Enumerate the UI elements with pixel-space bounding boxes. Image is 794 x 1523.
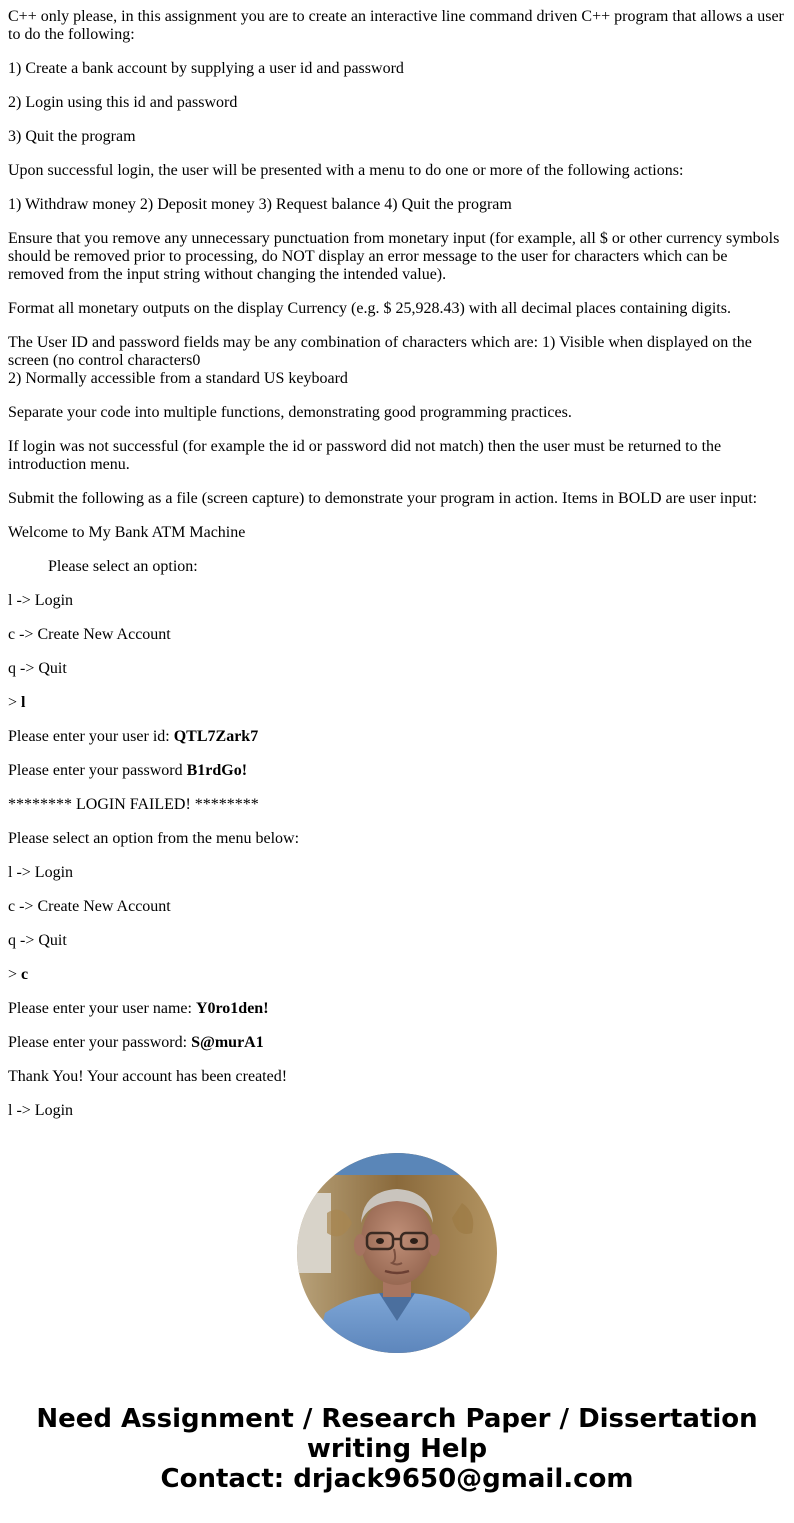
promo-line-1: Need Assignment / Research Paper / Dissertation bbox=[36, 1404, 758, 1434]
password-prompt-2: Please enter your password: bbox=[8, 1034, 192, 1051]
user-id-line bbox=[8, 728, 786, 746]
user-name-prompt: Please enter your user name: bbox=[8, 1000, 196, 1017]
intro-paragraph: C++ only please, in this assignment you are to create an interactive line command driven C++ program that allows a user to do the following: bbox=[8, 8, 784, 43]
prompt-symbol-2: > bbox=[8, 966, 22, 983]
user-name-value: Y0ro1den! bbox=[195, 1000, 269, 1017]
password-line-2 bbox=[8, 1034, 786, 1052]
prompt-line-login bbox=[8, 694, 786, 712]
promo-contact-line: Contact: drjack9650@gmail.com bbox=[160, 1464, 634, 1494]
prompt-symbol: > bbox=[8, 694, 22, 711]
password-value-2: S@murA1 bbox=[191, 1034, 264, 1051]
select-option-below-line: Please select an option from the menu below: bbox=[8, 830, 300, 847]
password-line bbox=[8, 762, 786, 780]
option-login: 2) Login using this id and password bbox=[8, 94, 238, 111]
menu-login-line: l -> Login bbox=[8, 592, 74, 609]
menu-login-line-2: l -> Login bbox=[8, 864, 74, 881]
menu-quit-line: q -> Quit bbox=[8, 660, 67, 677]
password-value: B1rdGo! bbox=[186, 762, 248, 779]
user-input-c: c bbox=[21, 966, 29, 983]
menu-actions-paragraph: 1) Withdraw money 2) Deposit money 3) Request balance 4) Quit the program bbox=[8, 196, 512, 213]
id-rule-line-1: The User ID and password fields may be any combination of characters which are: 1) Visible when displayed on the screen (no control characters0 bbox=[8, 334, 752, 369]
author-portrait-image bbox=[297, 1153, 497, 1353]
assignment-document bbox=[8, 8, 786, 1136]
menu-login-line-3: l -> Login bbox=[8, 1102, 74, 1119]
login-failed-line: ******** LOGIN FAILED! ******** bbox=[8, 796, 259, 813]
user-name-line bbox=[8, 1000, 786, 1018]
welcome-line: Welcome to My Bank ATM Machine bbox=[8, 524, 246, 541]
id-rule-line-2: 2) Normally accessible from a standard US keyboard bbox=[8, 370, 348, 387]
option-quit: 3) Quit the program bbox=[8, 128, 136, 145]
submit-rule-paragraph: Submit the following as a file (screen capture) to demonstrate your program in action. Items in BOLD are user input: bbox=[8, 490, 758, 507]
punctuation-rule-paragraph: Ensure that you remove any unnecessary punctuation from monetary input (for example, all $ or other currency symbols should be removed prior to processing, do NOT display an error message to the user for characters which can be removed from the input string without changing the intended value). bbox=[8, 230, 780, 283]
author-avatar bbox=[297, 1153, 497, 1353]
account-created-line: Thank You! Your account has been created! bbox=[8, 1068, 288, 1085]
promo-line-2: writing Help bbox=[306, 1434, 488, 1464]
menu-quit-line-2: q -> Quit bbox=[8, 932, 67, 949]
option-create-account: 1) Create a bank account by supplying a user id and password bbox=[8, 60, 404, 77]
menu-create-line: c -> Create New Account bbox=[8, 626, 171, 643]
promo-banner bbox=[0, 1404, 794, 1494]
password-prompt: Please enter your password bbox=[8, 762, 187, 779]
user-input-l: l bbox=[21, 694, 26, 711]
select-option-line: Please select an option: bbox=[48, 558, 198, 575]
prompt-line-create bbox=[8, 966, 786, 984]
functions-rule-paragraph: Separate your code into multiple functions, demonstrating good programming practices. bbox=[8, 404, 572, 421]
user-id-prompt: Please enter your user id: bbox=[8, 728, 174, 745]
login-fail-rule-paragraph: If login was not successful (for example the id or password did not match) then the user must be returned to the introduction menu. bbox=[8, 438, 722, 473]
user-id-value: QTL7Zark7 bbox=[173, 728, 259, 745]
id-rule-paragraph bbox=[8, 334, 786, 388]
menu-intro-paragraph: Upon successful login, the user will be presented with a menu to do one or more of the following actions: bbox=[8, 162, 684, 179]
format-rule-paragraph: Format all monetary outputs on the display Currency (e.g. $ 25,928.43) with all decimal places containing digits. bbox=[8, 300, 731, 317]
menu-create-line-2: c -> Create New Account bbox=[8, 898, 171, 915]
